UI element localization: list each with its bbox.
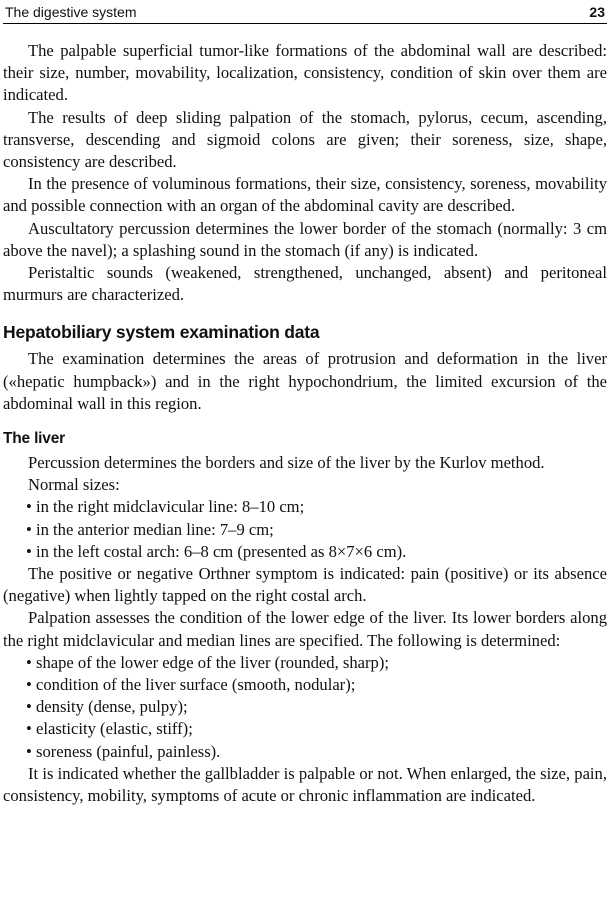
running-header — [3, 0, 607, 24]
list-item: • soreness (painful, painless). — [3, 741, 607, 763]
paragraph-abdominal-wall-formations: The palpable superficial tumor-like formations of the abdominal wall are described: their size, number, movability, localization, consistency, condition of skin over them are indicated. — [3, 41, 607, 105]
normal-sizes-label: Normal sizes: — [28, 475, 120, 495]
list-item: • density (dense, pulpy); — [3, 696, 607, 718]
liver-sizes-list — [3, 496, 607, 563]
paragraph-liver-palpation: Palpation assesses the condition of the lower edge of the liver. Its lower borders along the right midclavicular and median lines are specified. The following is determined: — [3, 608, 607, 650]
list-item: • elasticity (elastic, stiff); — [3, 718, 607, 740]
list-item: • in the right midclavicular line: 8–10 cm; — [3, 496, 607, 518]
paragraph-gallbladder: It is indicated whether the gallbladder is palpable or not. When enlarged, the size, pain, consistency, mobility, symptoms of acute or chronic inflammation are indicated. — [3, 763, 607, 806]
list-item: • condition of the liver surface (smooth, nodular); — [3, 674, 607, 696]
palpation-criteria-list — [3, 652, 607, 763]
page-number: 23 — [589, 4, 605, 20]
paragraph-peristaltic-sounds: Peristaltic sounds (weakened, strengthened, unchanged, absent) and peritoneal murmurs are characterized. — [3, 263, 607, 305]
page-body — [3, 24, 607, 807]
list-item: • shape of the lower edge of the liver (rounded, sharp); — [3, 652, 607, 674]
sub-heading-liver: The liver — [3, 430, 65, 448]
paragraph-hepatobiliary-examination: The examination determines the areas of protrusion and deformation in the liver («hepatic humpback») and in the right hypochondrium, the limited excursion of the abdominal wall in this region. — [3, 349, 607, 413]
paragraph-liver-percussion: Percussion determines the borders and size of the liver by the Kurlov method. — [28, 453, 545, 473]
paragraph-orthner-symptom: The positive or negative Orthner symptom is indicated: pain (positive) or its absence (negative) when lightly tapped on the right costal arch. — [3, 564, 607, 606]
paragraph-auscultatory-percussion: Auscultatory percussion determines the lower border of the stomach (normally: 3 cm above the navel); a splashing sound in the stomach (if any) is indicated. — [3, 218, 607, 260]
section-heading-hepatobiliary: Hepatobiliary system examination data — [3, 322, 320, 343]
list-item: • in the left costal arch: 6–8 cm (presented as 8×7×6 cm). — [3, 541, 607, 563]
paragraph-voluminous-formations: In the presence of voluminous formations, their size, consistency, soreness, movability and possible connection with an organ of the abdominal cavity are described. — [3, 174, 607, 216]
paragraph-deep-sliding-palpation: The results of deep sliding palpation of the stomach, pylorus, cecum, ascending, transverse, descending and sigmoid colons are given; their soreness, size, shape, consistency are described. — [3, 107, 607, 172]
running-title: The digestive system — [5, 4, 137, 20]
list-item: • in the anterior median line: 7–9 cm; — [3, 519, 607, 541]
